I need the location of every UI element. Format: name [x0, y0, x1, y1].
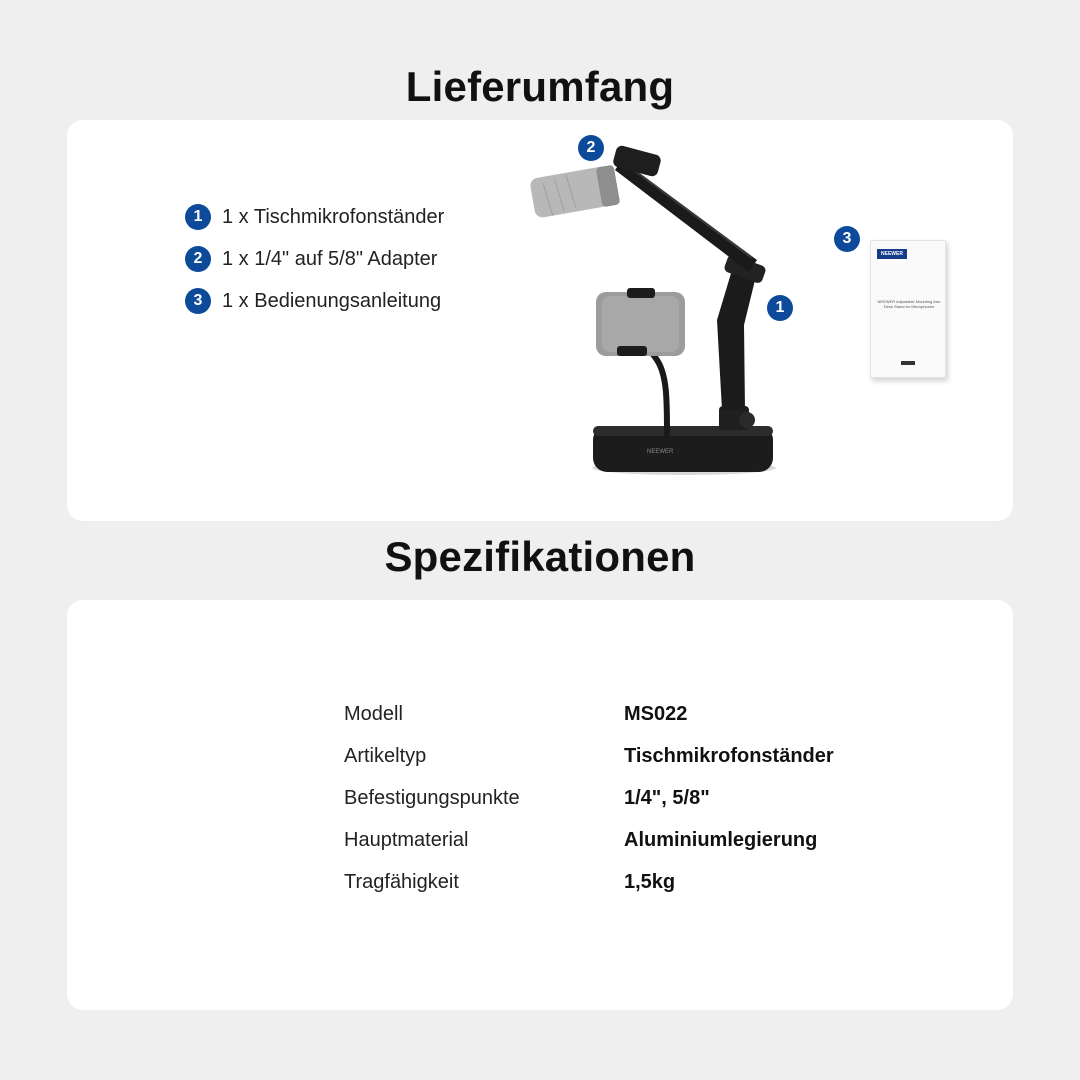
- spec-row: [344, 693, 834, 735]
- spec-key: Modell: [344, 702, 403, 725]
- spec-key: Befestigungspunkte: [344, 786, 520, 809]
- number-badge: 3: [185, 288, 211, 314]
- spec-value: Tischmikrofonständer: [624, 744, 834, 767]
- included-card: [67, 120, 1013, 521]
- spec-key: Tragfähigkeit: [344, 870, 459, 893]
- stand-brand: NEEWER: [647, 449, 674, 455]
- callout-adapter: 2: [578, 135, 604, 161]
- included-title: Lieferumfang: [405, 63, 675, 110]
- spec-table: [344, 693, 834, 903]
- callout-stand: 1: [767, 295, 793, 321]
- specs-card: [67, 600, 1013, 1010]
- number-badge: 1: [185, 204, 211, 230]
- item-label: 1 x Tischmikrofonständer: [222, 205, 445, 228]
- manual-tag: [901, 361, 915, 365]
- specs-title: Spezifikationen: [384, 533, 696, 580]
- manual-logo: NEEWER: [877, 249, 907, 259]
- spec-key: Artikeltyp: [344, 744, 427, 767]
- spec-row: [344, 777, 834, 819]
- spec-row: [344, 735, 834, 777]
- manual-image: [870, 240, 946, 378]
- spec-value: Aluminiumlegierung: [624, 828, 818, 851]
- spec-row: [344, 819, 834, 861]
- spec-value: 1,5kg: [624, 870, 676, 893]
- manual-title: NEEWER Adjustable Mounting Arm Desk Stand for Microphones: [877, 299, 941, 309]
- number-badge: 2: [185, 246, 211, 272]
- item-label: 1 x Bedienungsanleitung: [222, 289, 442, 312]
- spec-key: Hauptmaterial: [344, 828, 469, 851]
- spec-row: [344, 861, 834, 903]
- spec-value: MS022: [624, 702, 688, 725]
- callout-manual: 3: [834, 226, 860, 252]
- item-label: 1 x 1/4" auf 5/8" Adapter: [222, 247, 438, 270]
- spec-value: 1/4", 5/8": [624, 786, 710, 809]
